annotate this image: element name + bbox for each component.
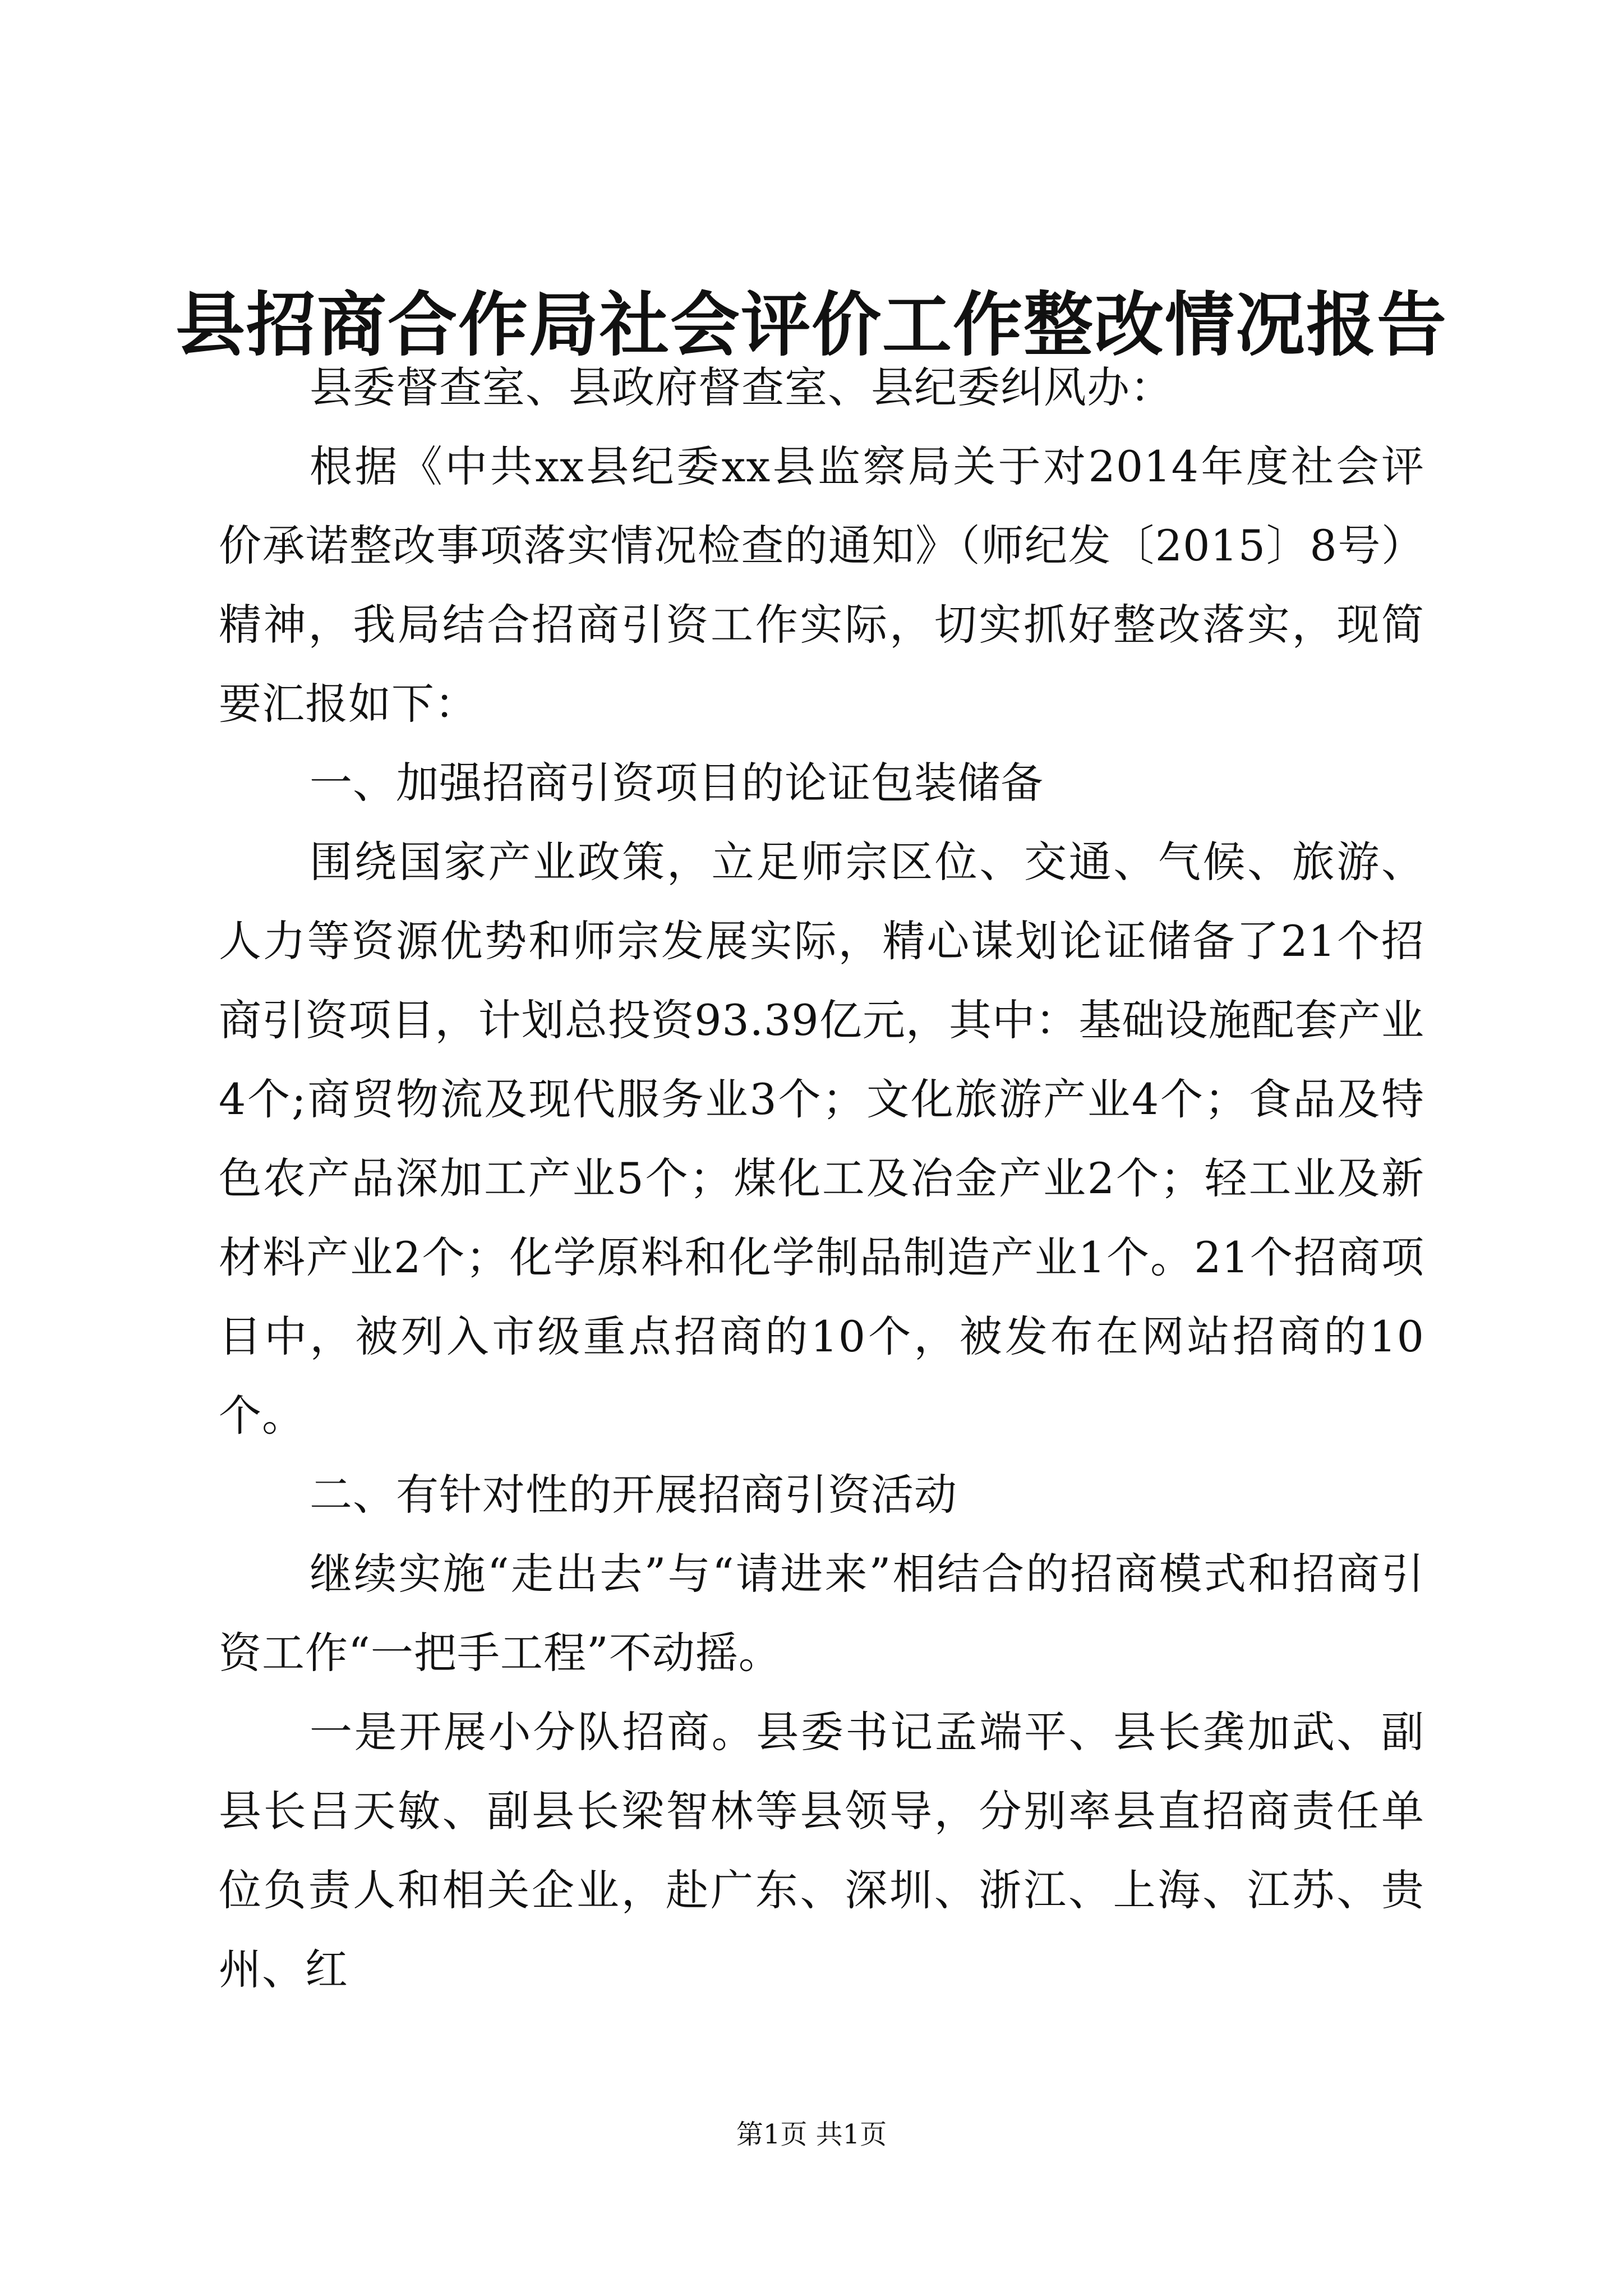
section-heading-1: 一、加强招商引资项目的论证包装储备 bbox=[310, 758, 1044, 808]
paragraph-section-1: 围绕国家产业政策，立足师宗区位、交通、气候、旅游、人力等资源优势和师宗发展实际，精心谋划论证储备了21个招商引资项目，计划总投资93.39亿元，其中：基础设施配套产业4个;商贸物流及现代服务业3个；文化旅游产业4个；食品及特色农产品深加工产业5个；煤化工及冶金产业2个；轻工业及新材料产业2个；化学原料和化学制品制造产业1个。21个招商项目中，被列入市级重点招商的10个，被发布在网站招商的10个。 bbox=[219, 837, 1424, 1441]
paragraph-salutation: 县委督查室、县政府督查室、县纪委纠风办： bbox=[310, 362, 1173, 412]
document-body bbox=[219, 348, 1424, 2009]
page-footer: 第1页 共1页 bbox=[736, 2119, 887, 2150]
paragraph-section-2-item-1: 一是开展小分队招商。县委书记孟端平、县长龚加武、副县长吕天敏、副县长梁智林等县领导，分别率县直招商责任单位负责人和相关企业，赴广东、深圳、浙江、上海、江苏、贵州、红 bbox=[219, 1707, 1424, 1994]
paragraph-section-2: 继续实施“走出去”与“请进来”相结合的招商模式和招商引资工作“一把手工程”不动摇。 bbox=[219, 1549, 1424, 1678]
document-title: 县招商合作局社会评价工作整改情况报告 bbox=[175, 284, 1447, 366]
paragraph-intro: 根据《中共xx县纪委xx县监察局关于对2014年度社会评价承诺整改事项落实情况检查的通知》（师纪发〔2015〕8号）精神，我局结合招商引资工作实际，切实抓好整改落实，现简要汇报如下： bbox=[219, 441, 1424, 729]
section-heading-2: 二、有针对性的开展招商引资活动 bbox=[310, 1470, 957, 1520]
